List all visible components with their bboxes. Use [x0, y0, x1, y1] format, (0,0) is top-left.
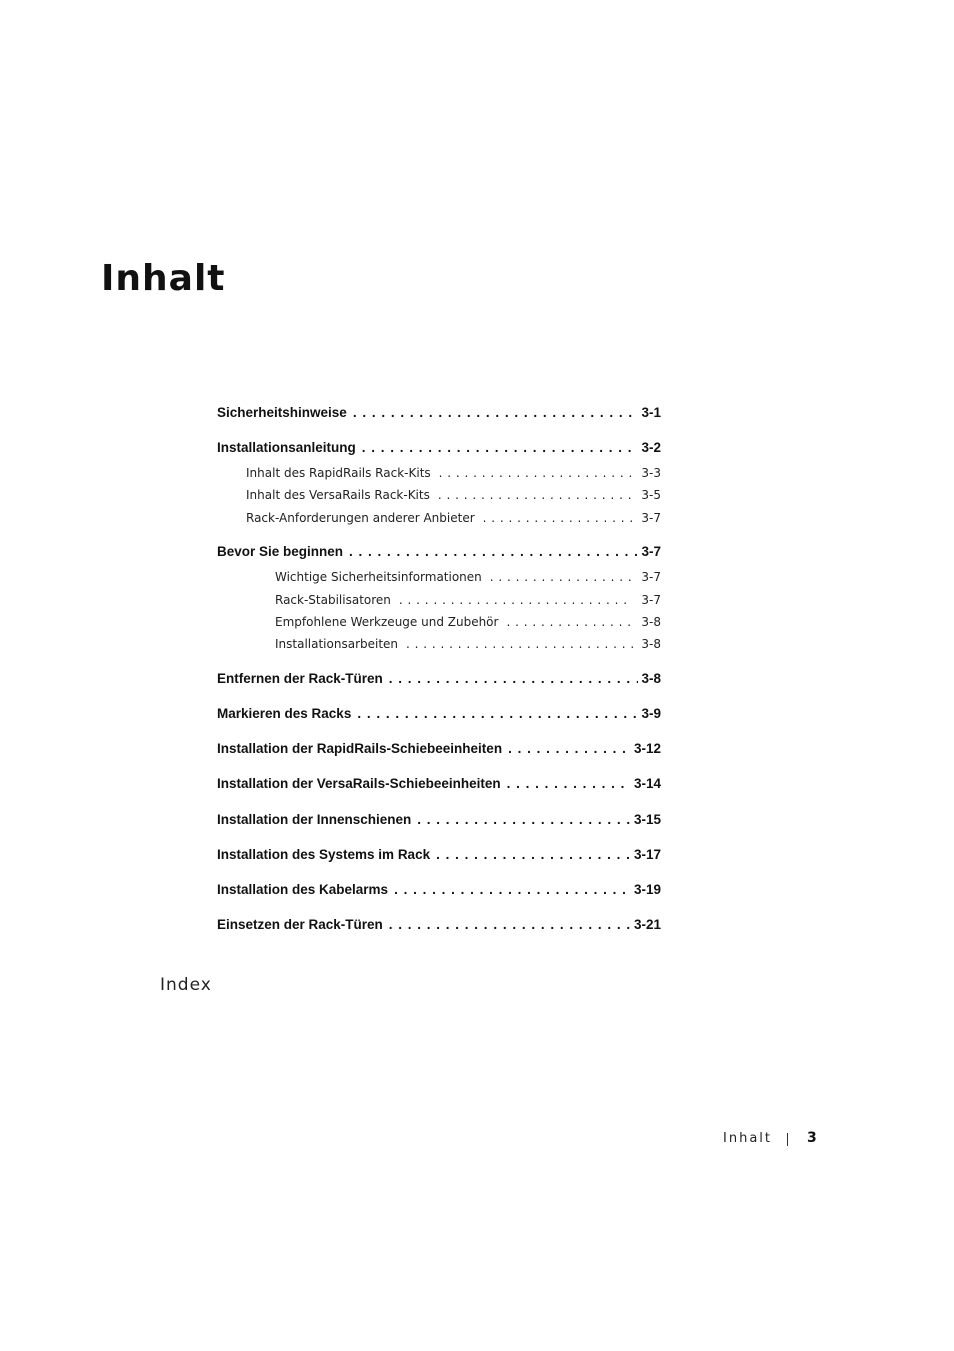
toc-subentry[interactable]: [246, 486, 661, 504]
dot-leader: [389, 915, 631, 935]
dot-leader: [406, 635, 633, 653]
toc-entry-title: Bevor Sie beginnen: [217, 544, 344, 559]
toc-entry-page: 3-15: [633, 812, 661, 827]
footer-divider: [787, 1133, 788, 1146]
toc-entry-title: Empfohlene Werkzeuge und Zubehör: [275, 615, 499, 629]
dot-leader: [436, 845, 631, 865]
toc-entry-page: 3-8: [641, 671, 661, 686]
toc-entry-title: Installationsanleitung: [217, 440, 356, 455]
page-title: Inhalt: [101, 258, 226, 299]
toc-subentry[interactable]: [246, 464, 661, 482]
dot-leader: [349, 542, 638, 562]
footer-section-label: Inhalt: [723, 1131, 772, 1146]
toc-entry-title: Installation der Innenschienen: [217, 812, 412, 827]
toc-entry[interactable]: [217, 810, 661, 830]
toc-entry-title: Installation des Kabelarms: [217, 882, 389, 897]
toc-entry-title: Installationsarbeiten: [275, 637, 399, 651]
dot-leader: [357, 704, 638, 724]
toc-entry-page: 3-7: [641, 593, 661, 607]
toc-entry-page: 3-17: [633, 847, 661, 862]
toc-entry-page: 3-2: [641, 440, 661, 455]
toc-entry-page: 3-8: [641, 637, 661, 651]
toc-entry-page: 3-7: [641, 511, 661, 525]
toc-entry[interactable]: [217, 438, 661, 458]
index-heading[interactable]: Index: [160, 975, 212, 995]
toc-entry-title: Entfernen der Rack-Türen: [217, 671, 383, 686]
toc-entry-page: 3-21: [633, 917, 661, 932]
dot-leader: [362, 438, 639, 458]
toc-entry-title: Inhalt des RapidRails Rack-Kits: [246, 466, 431, 480]
dot-leader: [438, 486, 634, 504]
dot-leader: [506, 613, 633, 631]
toc-entry-page: 3-7: [641, 544, 661, 559]
toc-entry-page: 3-9: [641, 706, 661, 721]
toc-subentry[interactable]: [275, 568, 661, 586]
dot-leader: [394, 880, 631, 900]
toc-entry-page: 3-5: [641, 488, 661, 502]
toc-entry-title: Installation der VersaRails-Schiebeeinheiten: [217, 776, 501, 791]
toc-entry[interactable]: [217, 704, 661, 724]
toc-entry-title: Rack-Anforderungen anderer Anbieter: [246, 511, 475, 525]
toc-entry-title: Wichtige Sicherheitsinformationen: [275, 570, 482, 584]
toc-subentry[interactable]: [246, 509, 661, 527]
toc-entry[interactable]: [217, 915, 661, 935]
toc-entry[interactable]: [217, 403, 661, 423]
toc-entry-title: Inhalt des VersaRails Rack-Kits: [246, 488, 430, 502]
toc-subentry[interactable]: [275, 635, 661, 653]
toc-entry-title: Einsetzen der Rack-Türen: [217, 917, 383, 932]
dot-leader: [399, 591, 633, 609]
toc-entry-title: Markieren des Racks: [217, 706, 352, 721]
dot-leader: [417, 810, 631, 830]
toc-entry-page: 3-3: [641, 466, 661, 480]
toc-entry[interactable]: [217, 669, 661, 689]
toc-entry-page: 3-12: [633, 741, 661, 756]
dot-leader: [439, 464, 634, 482]
toc-entry[interactable]: [217, 880, 661, 900]
toc-entry-title: Rack-Stabilisatoren: [275, 593, 391, 607]
toc-entry-page: 3-14: [633, 776, 661, 791]
toc-entry[interactable]: [217, 845, 661, 865]
toc-subentry[interactable]: [275, 591, 661, 609]
toc-entry[interactable]: [217, 542, 661, 562]
toc-subentry[interactable]: [275, 613, 661, 631]
toc-entry-page: 3-8: [641, 615, 661, 629]
dot-leader: [490, 568, 634, 586]
dot-leader: [507, 774, 631, 794]
toc-entry-page: 3-7: [641, 570, 661, 584]
toc-entry[interactable]: [217, 774, 661, 794]
dot-leader: [483, 509, 634, 527]
toc-entry-page: 3-1: [641, 405, 661, 420]
footer-page-number: 3: [807, 1130, 817, 1146]
toc-entry-title: Installation der RapidRails-Schiebeeinheiten: [217, 741, 503, 756]
dot-leader: [353, 403, 639, 423]
dot-leader: [508, 739, 631, 759]
toc-entry-page: 3-19: [633, 882, 661, 897]
dot-leader: [389, 669, 639, 689]
toc-entry-title: Installation des Systems im Rack: [217, 847, 431, 862]
toc-entry-title: Sicherheitshinweise: [217, 405, 347, 420]
toc-entry[interactable]: [217, 739, 661, 759]
